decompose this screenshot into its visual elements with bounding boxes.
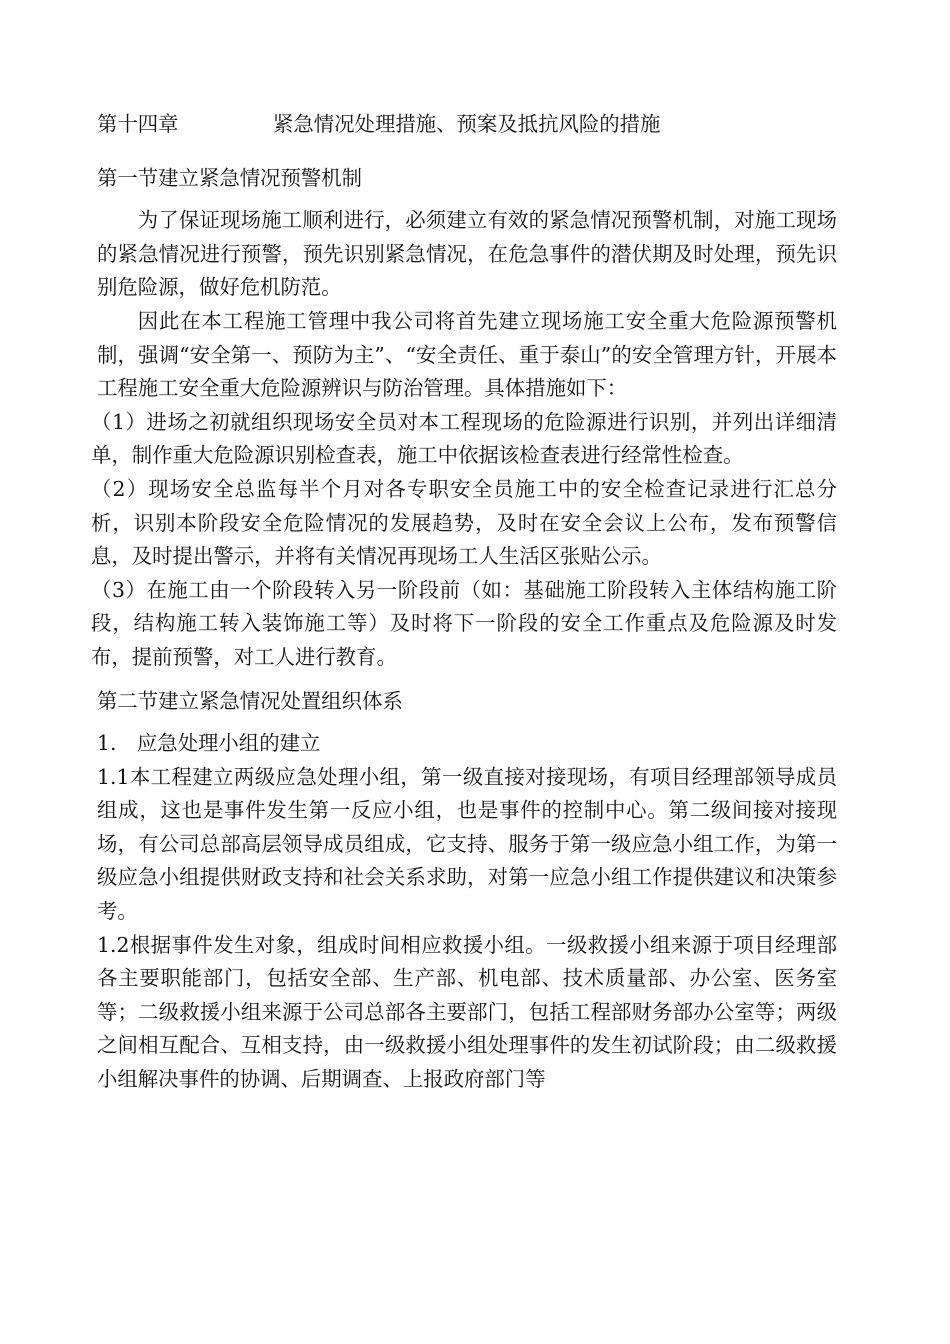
chapter-number: 第十四章 <box>97 112 179 136</box>
document-page <box>91 108 837 1097</box>
section-1-paragraph: 因此在本工程施工管理中我公司将首先建立现场施工安全重大危险源预警机制，强调“安全第一、预防为主”、“安全责任、重于泰山”的安全管理方针，开展本工程施工安全重大危险源辨识与防治管理。具体措施如下： <box>97 308 837 401</box>
section-1-list-item: （1）进场之初就组织现场安全员对本工程现场的危险源进行识别，并列出详细清单，制作重大危险源识别检查表，施工中依据该检查表进行经常性检查。 <box>91 409 837 468</box>
section-2-subheading: 1. 应急处理小组的建立 <box>97 731 321 756</box>
section-1-list-item: （2）现场安全总监每半个月对各专职安全员施工中的安全检查记录进行汇总分析，识别本阶段安全危险情况的发展趋势，及时在安全会议上公布，发布预警信息，及时提出警示，并将有关情况再现场工人生活区张贴公示。 <box>91 476 837 569</box>
chapter-heading <box>97 108 837 142</box>
chapter-title: 紧急情况处理措施、预案及抵抗风险的措施 <box>273 112 661 136</box>
section-1-list-item: （3）在施工由一个阶段转入另一阶段前（如：基础施工阶段转入主体结构施工阶段，结构施工转入装饰施工等）及时将下一阶段的安全工作重点及危险源及时发布，提前预警，对工人进行教育。 <box>91 577 837 669</box>
section-1-title: 第一节建立紧急情况预警机制 <box>97 165 363 190</box>
section-2-list-item: 1.2根据事件发生对象，组成时间相应救援小组。一级救援小组来源于项目经理部各主要职能部门，包括安全部、生产部、机电部、技术质量部、办公室、医务室等；二级救援小组来源于公司总部各主要部门，包括工程部财务部办公室等；两级之间相互配合、互相支持，由一级救援小组处理事件的发生初试阶段；由二级救援小组解决事件的协调、后期调查、上报政府部门等 <box>97 932 837 1092</box>
section-2-title: 第二节建立紧急情况处置组织体系 <box>97 688 403 713</box>
section-2-list-item: 1.1本工程建立两级应急处理小组，第一级直接对接现场，有项目经理部领导成员组成，这也是事件发生第一反应小组，也是事件的控制中心。第二级间接对接现场，有公司总部高层领导成员组成，它支持、服务于第一级应急小组工作，为第一级应急小组提供财政支持和社会关系求助，对第一应急小组工作提供建议和决策参考。 <box>97 764 837 924</box>
section-1-paragraph: 为了保证现场施工顺利进行，必须建立有效的紧急情况预警机制，对施工现场的紧急情况进行预警，预先识别紧急情况，在危急事件的潜伏期及时处理，预先识别危险源，做好危机防范。 <box>97 208 837 300</box>
